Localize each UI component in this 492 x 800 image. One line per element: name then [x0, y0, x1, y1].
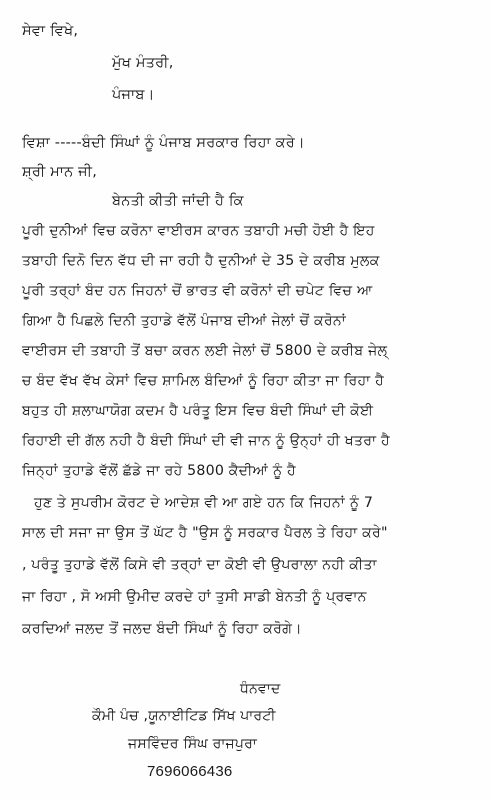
body-line: ਰਿਹਾਈ ਦੀ ਗੱਲ ਨਹੀ ਹੈ ਬੰਦੀ ਸਿੰਘਾਂ ਦੀ ਵੀ ਜਾਨ ਨੂੰ ਉਨ੍ਹਾਂ ਹੀ ਖਤਰਾ ਹੈ [22, 433, 390, 449]
body-line: ਹੁਣ ਤੇ ਸੁਪਰੀਮ ਕੋਰਟ ਦੇ ਆਦੇਸ਼ ਵੀ ਆ ਗਏ ਹਨ ਕਿ ਜਿਹਨਾਂ ਨੂੰ 7 [34, 495, 374, 511]
closing-thanks: ਧੰਨਵਾਦ [240, 681, 281, 697]
body-line: ਬਹੁਤ ਹੀ ਸ਼ਲਾਘਾਯੋਗ ਕਦਮ ਹੈ ਪਰੰਤੂ ਇਸ ਵਿਚ ਬੰਦੀ ਸਿੰਘਾਂ ਦੀ ਕੋਈ [22, 403, 374, 419]
greeting: ਸ਼੍ਰੀ ਮਾਨ ਜੀ, [22, 164, 98, 180]
body-line: ਜਿਨ੍ਹਾਂ ਤੁਹਾਡੇ ਵੱਲੋਂ ਛੱਡੇ ਜਾ ਰਹੇ 5800 ਕੈਦੀਆਂ ਨੂੰ ਹੈ [22, 463, 296, 479]
body-line: ਸਾਲ ਦੀ ਸਜਾ ਜਾ ਉਸ ਤੋਂ ਘੱਟ ਹੈ "ਉਸ ਨੂੰ ਸਰਕਾਰ ਪੈਰਲ ਤੇ ਰਿਹਾ ਕਰੇ" [22, 525, 388, 541]
body-line: ਚ ਬੰਦ ਵੱਖ ਵੱਖ ਕੇਸਾਂ ਵਿਚ ਸ਼ਾਮਿਲ ਬੰਦਿਆਂ ਨੂੰ ਰਿਹਾ ਕੀਤਾ ਜਾ ਰਿਹਾ ਹੈ [22, 373, 385, 389]
recipient-state: ਪੰਜਾਬ। [112, 87, 155, 103]
signature-phone: 7696066436 [147, 763, 233, 780]
body-line: ਕਰਦਿਆਂ ਜਲਦ ਤੋਂ ਜਲਦ ਬੰਦੀ ਸਿੰਘਾਂ ਨੂੰ ਰਿਹਾ ਕਰੋਗੇ। [22, 621, 302, 637]
body-line: , ਪਰੰਤੂ ਤੁਹਾਡੇ ਵੱਲੋਂ ਕਿਸੇ ਵੀ ਤਰ੍ਹਾਂ ਦਾ ਕੋਈ ਵੀ ਉਪਰਾਲਾ ਨਹੀ ਕੀਤਾ [22, 557, 377, 573]
signature-organization: ਕੌਮੀ ਪੰਚ ,ਯੂਨਾਈਟਿਡ ਸਿੱਖ ਪਾਰਟੀ [92, 708, 276, 724]
salutation: ਸੇਵਾ ਵਿਖੇ, [22, 23, 79, 39]
body-line: ਜਾ ਰਿਹਾ , ਸੋ ਅਸੀ ਉਮੀਦ ਕਰਦੇ ਹਾਂ ਤੁਸੀ ਸਾਡੀ ਬੇਨਤੀ ਨੂੰ ਪ੍ਰਵਾਨ [22, 589, 367, 605]
recipient-title: ਮੁੱਖ ਮੰਤਰੀ, [112, 55, 174, 71]
signature-name: ਜਸਵਿੰਦਰ ਸਿੰਘ ਰਾਜਪੁਰਾ [128, 736, 257, 752]
body-line: ਤਬਾਹੀ ਦਿਨੋ ਦਿਨ ਵੱਧ ਦੀ ਜਾ ਰਹੀ ਹੈ ਦੁਨੀਆਂ ਦੇ 35 ਦੇ ਕਰੀਬ ਮੁਲਕ [22, 253, 380, 269]
body-line: ਪੂਰੀ ਤਰ੍ਹਾਂ ਬੰਦ ਹਨ ਜਿਹਨਾਂ ਚੋਂ ਭਾਰਤ ਵੀ ਕਰੋਨਾਂ ਦੀ ਚਪੇਟ ਵਿਚ ਆ [22, 283, 373, 299]
request-intro: ਬੇਨਤੀ ਕੀਤੀ ਜਾਂਦੀ ਹੈ ਕਿ [112, 193, 244, 209]
body-line: ਗਿਆ ਹੈ ਪਿਛਲੇ ਦਿਨੀ ਤੁਹਾਡੇ ਵੱਲੋਂ ਪੰਜਾਬ ਦੀਆਂ ਜੇਲਾਂ ਚੋਂ ਕਰੋਨਾਂ [22, 313, 347, 329]
body-line: ਵਾਈਰਸ ਦੀ ਤਬਾਹੀ ਤੋਂ ਬਚਾ ਕਰਨ ਲਈ ਜੇਲਾਂ ਚੋਂ 5800 ਦੇ ਕਰੀਬ ਜੇਲ੍ [22, 343, 388, 359]
body-line: ਪੂਰੀ ਦੁਨੀਆਂ ਵਿਚ ਕਰੋਨਾ ਵਾਈਰਸ ਕਾਰਨ ਤਬਾਹੀ ਮਚੀ ਹੋਈ ਹੈ ਇਹ [22, 223, 375, 239]
subject-line: ਵਿਸ਼ਾ -----ਬੰਦੀ ਸਿੰਘਾਂ ਨੂੰ ਪੰਜਾਬ ਸਰਕਾਰ ਰਿਹਾ ਕਰੇ। [22, 135, 305, 151]
